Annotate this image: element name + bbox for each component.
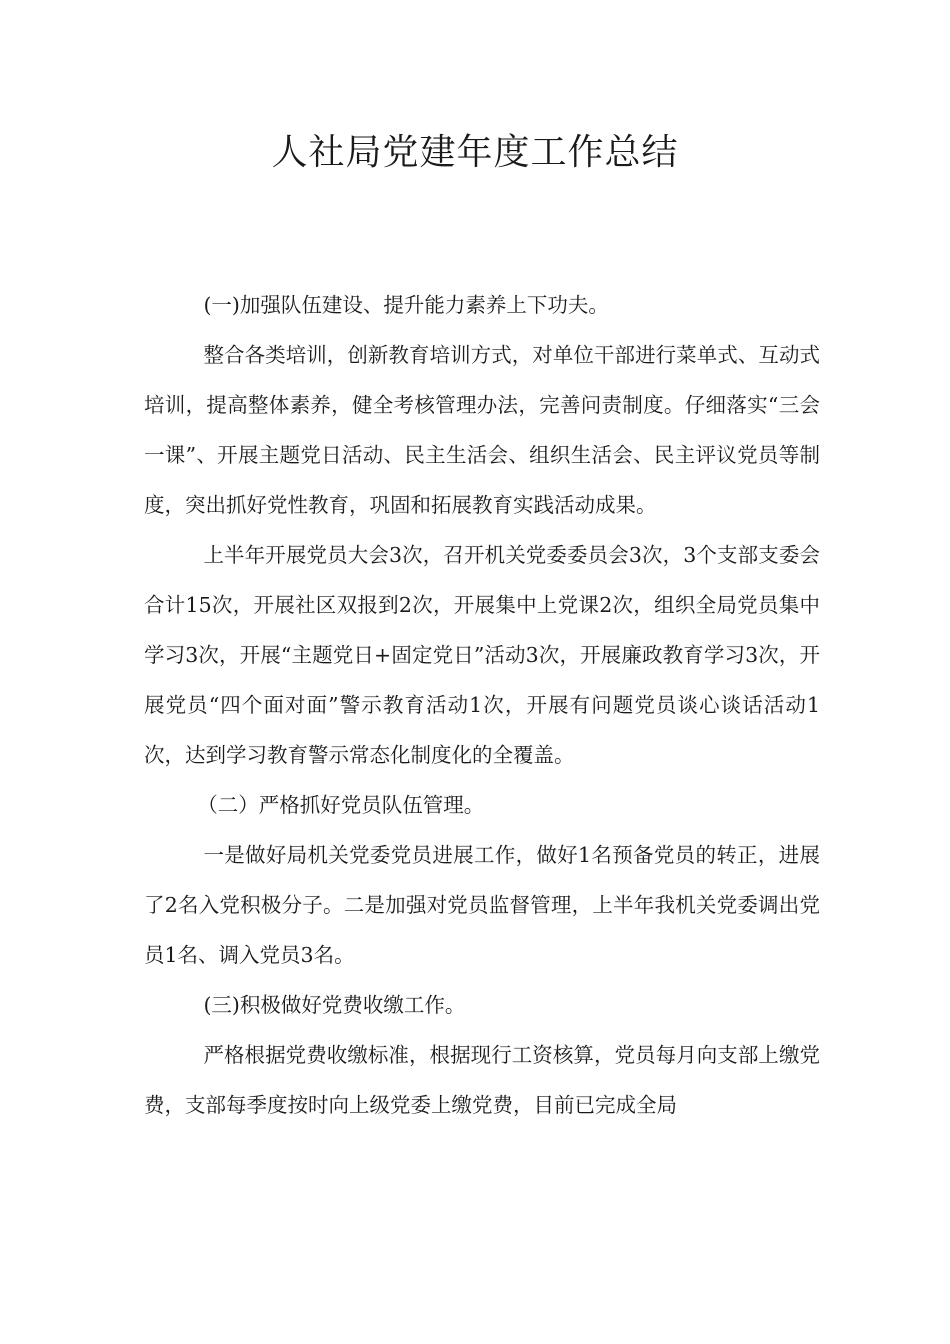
paragraph-member-management: 一是做好局机关党委党员进展工作，做好1名预备党员的转正，进展了2名入党积极分子。二是加强对党员监督管理，上半年我机关党委调出党员1名、调入党员3名。: [144, 843, 820, 967]
document-body: [144, 280, 820, 1130]
document-title: 人社局党建年度工作总结: [271, 132, 679, 173]
paragraph-activities: 上半年开展党员大会3次，召开机关党委委员会3次，3个支部支委会合计15次，开展社区双报到2次，开展集中上党课2次，组织全局党员集中学习3次，开展“主题党日+固定党日”活动3次，开展廉政教育学习3次，开展党员“四个面对面”警示教育活动1次，开展有问题党员谈心谈话活动1次，达到学习教育警示常态化制度化的全覆盖。: [144, 543, 820, 767]
section-heading-1: (一)加强队伍建设、提升能力素养上下功夫。: [203, 293, 609, 317]
section-heading-2: （二）严格抓好党员队伍管理。: [197, 793, 485, 817]
paragraph-party-dues: 严格根据党费收缴标准，根据现行工资核算，党员每月向支部上缴党费，支部每季度按时向上级党委上缴党费，目前已完成全局: [144, 1043, 820, 1117]
section-heading-3: (三)积极做好党费收缴工作。: [203, 993, 466, 1017]
paragraph-training: 整合各类培训，创新教育培训方式，对单位干部进行菜单式、互动式培训，提高整体素养，健全考核管理办法，完善问责制度。仔细落实“三会一课”、开展主题党日活动、民主生活会、组织生活会、民主评议党员等制度，突出抓好党性教育，巩固和拓展教育实践活动成果。: [144, 343, 820, 517]
